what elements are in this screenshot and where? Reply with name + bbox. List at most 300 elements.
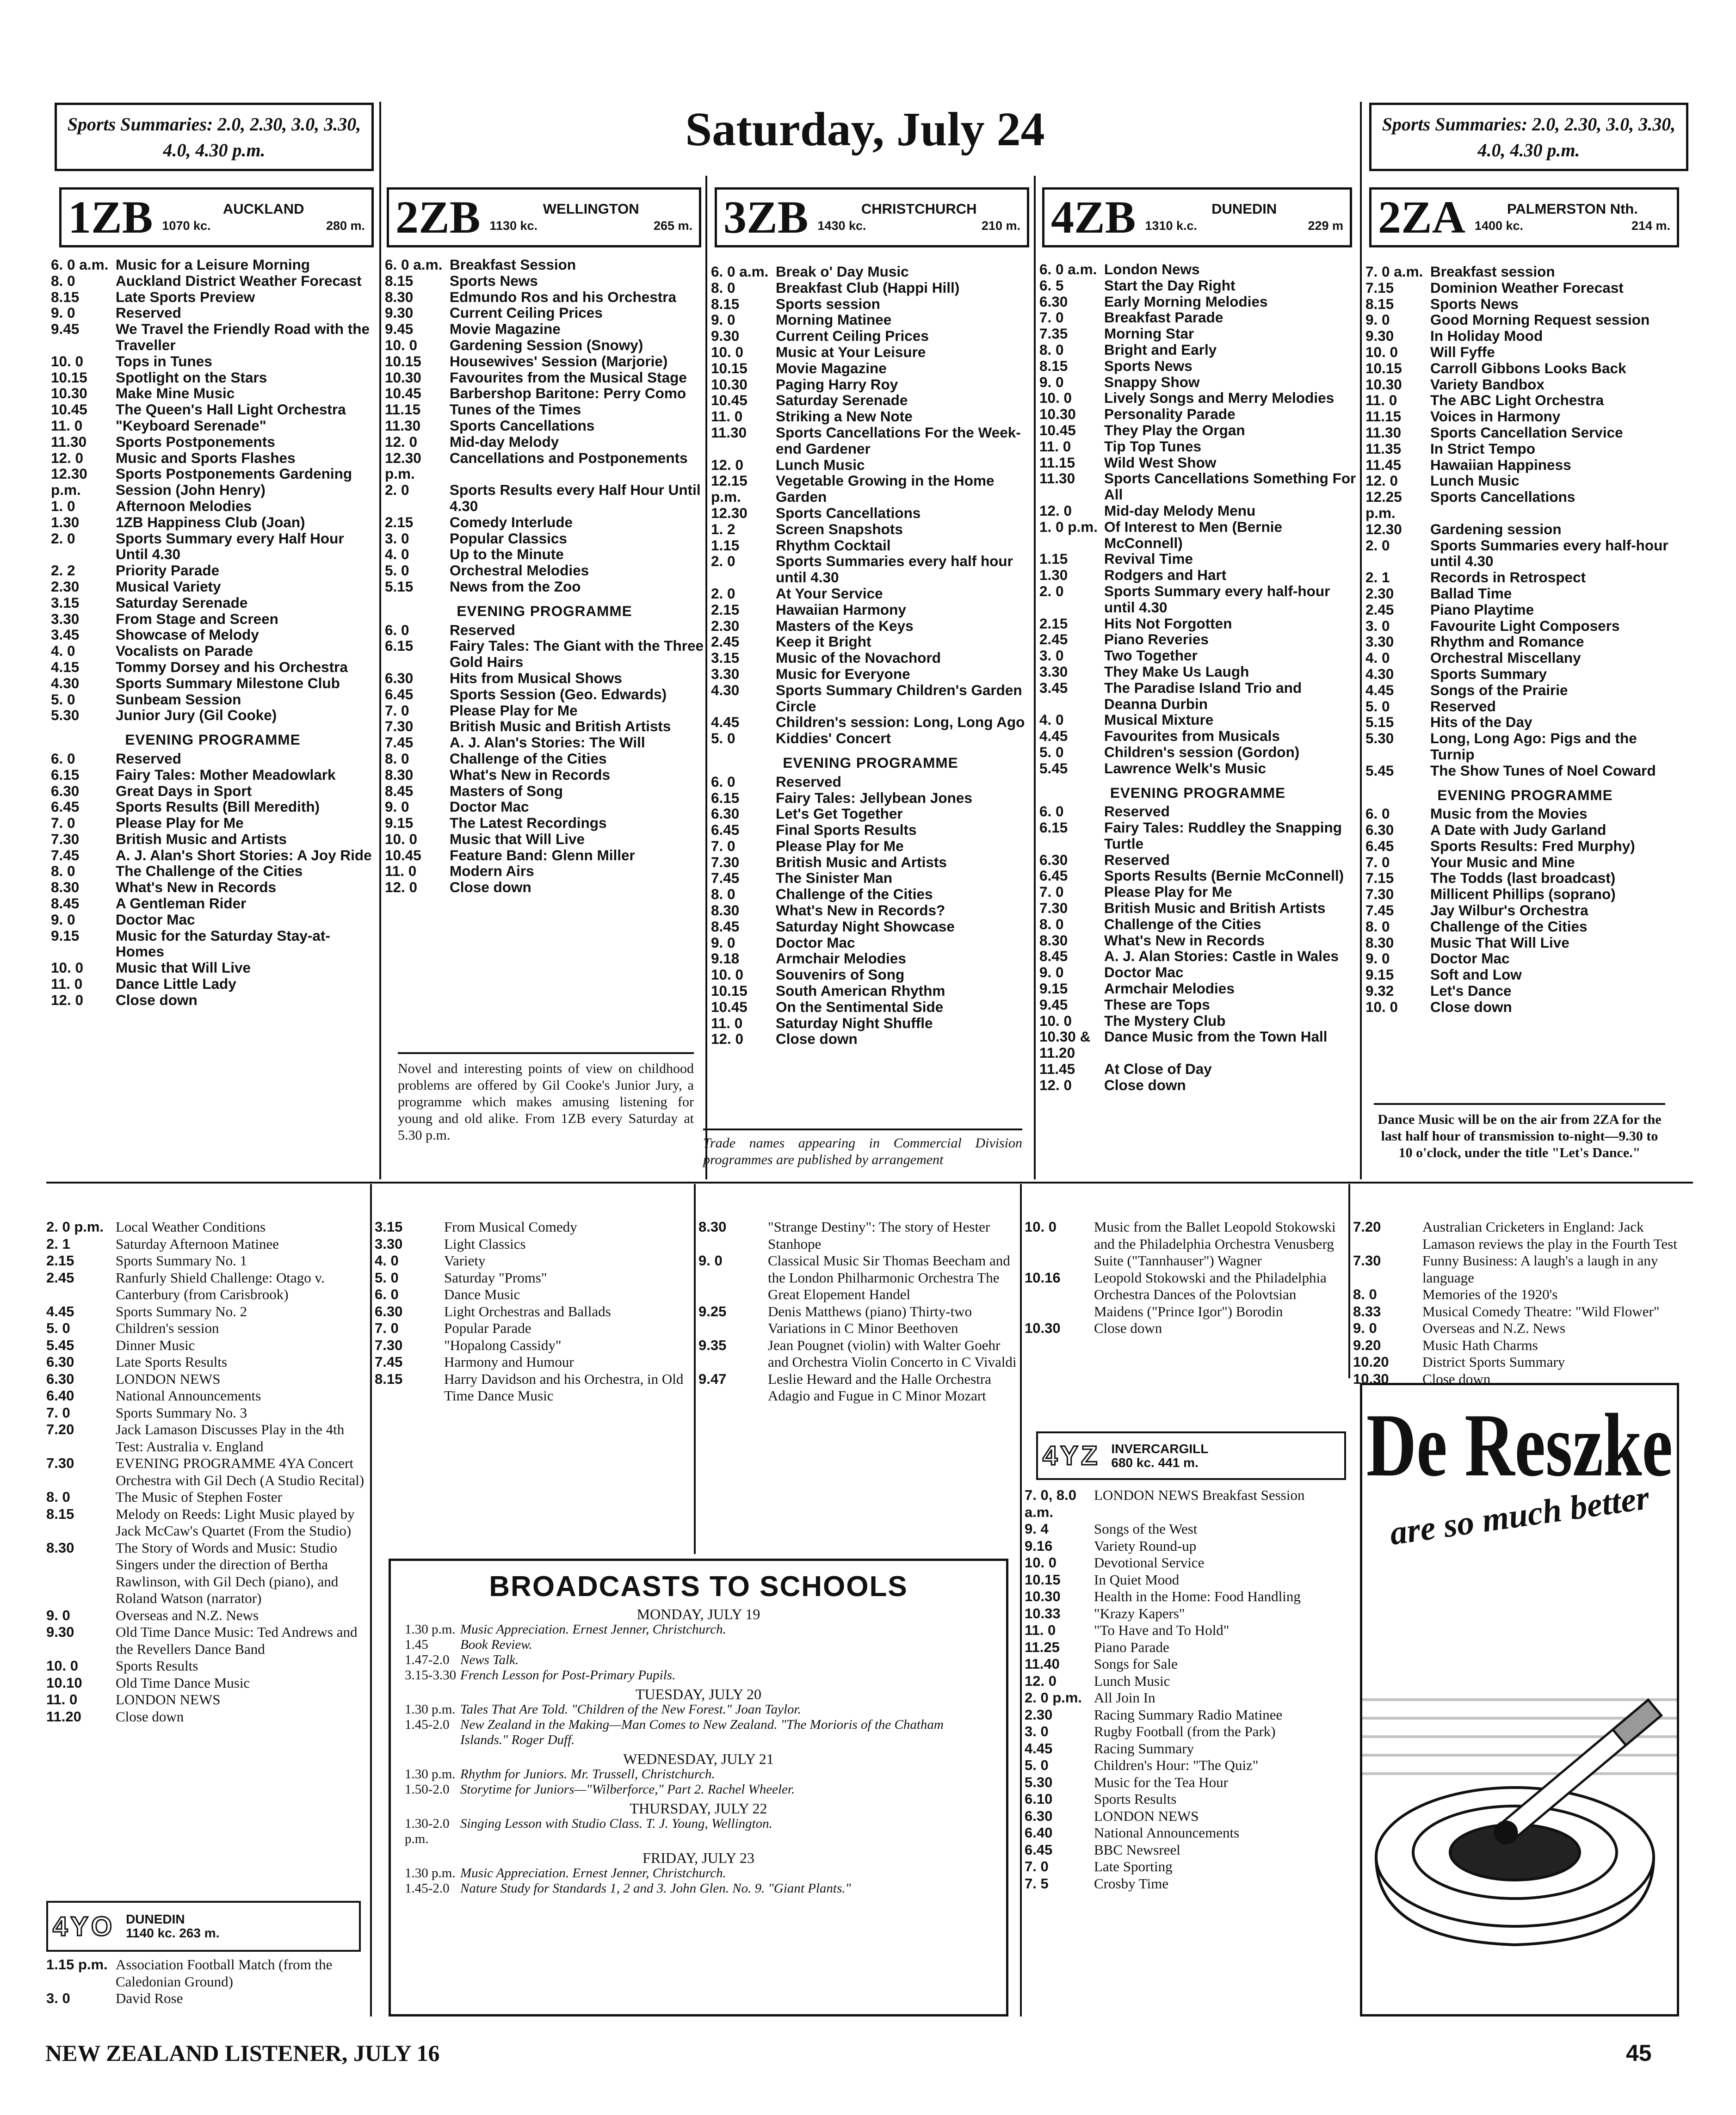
program-entry <box>46 1956 365 1990</box>
program-title: Music for the Tea Hour <box>1094 1774 1228 1790</box>
program-time: 11.35 <box>1365 440 1402 457</box>
program-title: Local Weather Conditions <box>116 1219 266 1235</box>
program-time: 6. 0 a.m. <box>51 256 109 273</box>
program-title: Lawrence Welk's Music <box>1104 759 1266 777</box>
schools-subject: Book Review. <box>460 1637 532 1652</box>
program-time: 6.30 <box>46 1354 74 1370</box>
program-entry <box>1039 438 1356 455</box>
program-title: Soft and Low <box>1430 966 1522 983</box>
program-title: Songs of the Prairie <box>1430 681 1568 698</box>
program-entry <box>698 1252 1018 1303</box>
program-time: 7.30 <box>1039 900 1068 917</box>
program-entry <box>1039 868 1356 884</box>
program-column-lower-5 <box>1353 1219 1686 1387</box>
program-title: Snappy Show <box>1104 373 1200 390</box>
program-entry <box>51 707 375 723</box>
program-entry <box>1365 441 1685 457</box>
program-time: 7. 0 <box>385 702 409 719</box>
program-entry <box>51 879 375 895</box>
program-entry <box>1039 583 1356 616</box>
program-entry <box>711 1031 1030 1047</box>
program-title: Doctor Mac <box>116 911 195 928</box>
program-entry <box>711 950 1030 967</box>
program-title: South American Rhythm <box>776 982 945 999</box>
program-entry <box>711 537 1030 554</box>
program-entry <box>1025 1707 1344 1724</box>
program-title: Memories of the 1920's <box>1422 1286 1558 1302</box>
program-time: 4. 0 <box>51 642 75 660</box>
program-time: 7.30 <box>375 1337 403 1353</box>
program-time: 3.45 <box>51 626 80 643</box>
program-title: Long, Long Ago: Pigs and the Turnip <box>1430 730 1637 763</box>
program-time: 10.15 <box>1025 1571 1061 1588</box>
program-time: 8.30 <box>1039 931 1068 949</box>
program-time: 8.30 <box>51 879 80 896</box>
program-time: 9.20 <box>1353 1337 1381 1353</box>
program-title: Doctor Mac <box>1104 964 1184 981</box>
program-time: 12. 0 <box>51 991 84 1008</box>
program-title: A. J. Alan's Short Stories: A Joy Ride <box>116 846 372 863</box>
program-entry <box>46 1421 365 1455</box>
program-title: Doctor Mac <box>776 934 855 951</box>
program-title: Keep it Bright <box>776 633 871 650</box>
program-title: Let's Dance <box>1430 982 1512 999</box>
program-title: Reserved <box>116 304 181 321</box>
program-time: 11.40 <box>1025 1656 1060 1672</box>
program-entry <box>1039 760 1356 777</box>
program-title: Harmony and Humour <box>444 1354 574 1370</box>
program-column-lower-3 <box>698 1219 1018 1405</box>
program-title: Late Sports Results <box>116 1354 228 1370</box>
program-entry <box>1025 1588 1344 1605</box>
program-title: Mid-day Melody Menu <box>1104 502 1256 519</box>
program-time: 1. 0 <box>51 497 75 514</box>
program-time: 11.15 <box>1365 408 1402 425</box>
program-entry <box>51 992 375 1008</box>
program-entry <box>51 960 375 976</box>
program-entry <box>711 376 1030 393</box>
program-title: Doctor Mac <box>1430 950 1510 967</box>
program-entry <box>711 1015 1030 1031</box>
program-entry <box>385 799 704 815</box>
program-time: 10.45 <box>1039 421 1076 438</box>
program-column-4zb <box>1039 261 1356 1093</box>
program-time: 10. 0 <box>1365 343 1398 360</box>
program-entry <box>711 360 1030 376</box>
program-entry <box>385 321 704 337</box>
program-entry <box>1365 650 1685 666</box>
program-time: 10.15 <box>1365 359 1402 376</box>
program-time: 10.30 <box>1365 376 1402 393</box>
program-time: 6. 0 a.m. <box>711 263 769 280</box>
program-title: Rhythm Cocktail <box>776 536 891 554</box>
program-title: Children's Hour: "The Quiz" <box>1094 1757 1259 1773</box>
program-title: Old Time Dance Music: Ted Andrews and the Revellers Dance Band <box>116 1624 358 1657</box>
program-entry <box>711 457 1030 473</box>
program-entry <box>51 799 375 815</box>
program-time: 7.30 <box>385 718 414 735</box>
program-time: 8.45 <box>51 895 80 912</box>
program-entry <box>1039 551 1356 567</box>
program-entry <box>1365 328 1685 344</box>
program-title: British Music and Artists <box>116 830 287 847</box>
program-time: 11.45 <box>1365 456 1402 473</box>
program-time: 2. 0 <box>1039 582 1064 599</box>
program-time: 5.45 <box>1365 762 1394 779</box>
program-title: Tommy Dorsey and his Orchestra <box>116 658 348 675</box>
program-title: Orchestral Melodies <box>450 562 589 579</box>
program-title: Sports Results <box>1094 1791 1177 1807</box>
program-title: Sports Summary No. 3 <box>116 1404 247 1421</box>
program-time: 6.30 <box>1025 1807 1053 1824</box>
program-title: Personality Parade <box>1104 406 1236 423</box>
program-time: 11. 0 <box>51 417 83 434</box>
program-time: 10.20 <box>1353 1354 1389 1370</box>
program-time: 6.30 <box>1039 851 1068 868</box>
program-time: 8.30 <box>385 288 414 305</box>
program-title: Doctor Mac <box>450 798 529 815</box>
program-title: Tops in Tunes <box>116 352 212 370</box>
program-entry <box>375 1337 689 1354</box>
program-time: 8.45 <box>711 918 740 935</box>
program-time: 2.30 <box>1025 1706 1053 1723</box>
program-time: 9. 0 <box>711 934 735 951</box>
program-time: 11.20 <box>46 1708 81 1725</box>
program-entry <box>385 847 704 863</box>
program-title: The Show Tunes of Noel Coward <box>1430 762 1656 779</box>
program-entry <box>1025 1521 1344 1538</box>
program-entry <box>1039 1061 1356 1077</box>
program-time: 10.15 <box>385 352 421 370</box>
program-time: 6.40 <box>46 1387 74 1404</box>
program-title: Classical Music Sir Thomas Beecham and the London Philharmonic Orchestra The Great Elopement Handel <box>768 1252 1010 1302</box>
program-entry <box>385 273 704 289</box>
program-time: 8.15 <box>711 295 740 312</box>
program-time: 2.30 <box>711 617 740 634</box>
program-title: The Sinister Man <box>776 869 893 887</box>
program-time: 10.15 <box>711 982 748 999</box>
program-entry <box>385 353 704 370</box>
program-title: Australian Cricketers in England: Jack Lamason reviews the play in the Fourth Test <box>1422 1219 1677 1252</box>
program-time: 2. 0 <box>51 530 75 547</box>
program-time: 6.30 <box>375 1303 403 1320</box>
program-title: Racing Summary <box>1094 1740 1194 1757</box>
program-title: Hawaiian Harmony <box>776 601 906 618</box>
program-title: Music that Will Live <box>116 959 251 976</box>
program-entry <box>46 1708 365 1726</box>
program-entry <box>51 579 375 595</box>
program-title: Melody on Reeds: Light Music played by Jack McCaw's Quartet (From the Studio) <box>116 1505 355 1539</box>
program-time: 9. 0 <box>1039 373 1064 390</box>
program-title: Fairy Tales: The Giant with the Three Gold Hairs <box>450 637 704 671</box>
program-title: District Sports Summary <box>1422 1354 1565 1370</box>
program-time: 12. 0 <box>1365 472 1398 489</box>
program-entry <box>711 666 1030 682</box>
program-time: 10. 0 <box>51 959 84 976</box>
program-title: The Todds (last broadcast) <box>1430 869 1616 887</box>
program-title: Early Morning Melodies <box>1104 293 1268 310</box>
program-entry <box>385 734 704 751</box>
program-entry <box>1365 919 1685 935</box>
note-dance-music: Dance Music will be on the air from 2ZA for the last half hour of transmission to-night—9.30 to 10 o'clock, under the title "Let's Dance." <box>1374 1103 1665 1161</box>
program-entry <box>51 289 375 305</box>
program-title: What's New in Records <box>116 879 277 896</box>
program-time: 2. 2 <box>51 562 75 579</box>
program-entry <box>1039 712 1356 728</box>
program-title: Sports Cancellations For the Week-end Gardener <box>776 424 1021 457</box>
program-title: Ballad Time <box>1430 585 1512 602</box>
program-entry <box>51 434 375 450</box>
program-title: Your Music and Mine <box>1430 853 1575 870</box>
program-time: 12. 0 <box>1039 1076 1072 1093</box>
program-title: Souvenirs of Song <box>776 966 905 983</box>
program-title: Sports Summaries every half hour until 4.30 <box>776 553 1013 586</box>
program-entry <box>385 718 704 734</box>
program-time: 3. 0 <box>1365 617 1390 634</box>
program-entry <box>711 838 1030 854</box>
program-entry <box>711 870 1030 886</box>
program-title: Please Play for Me <box>116 814 244 832</box>
program-title: Overseas and N.Z. News <box>116 1607 259 1623</box>
program-entry <box>711 730 1030 746</box>
program-title: Sports session <box>776 295 880 312</box>
program-entry <box>51 385 375 401</box>
program-title: Children's session <box>116 1320 219 1336</box>
program-title: Saturday Serenade <box>776 392 908 409</box>
program-entry <box>385 514 704 530</box>
program-time: 10. 0 <box>46 1658 78 1674</box>
program-time: 7.30 <box>1365 886 1394 903</box>
program-entry <box>51 595 375 611</box>
program-title: Jack Lamason Discusses Play in the 4th Test: Australia v. England <box>116 1421 345 1455</box>
program-title: LONDON NEWS <box>116 1691 221 1708</box>
program-time: 10.30 <box>1039 406 1076 423</box>
program-entry <box>1353 1337 1686 1354</box>
program-time: 3.45 <box>1039 679 1068 696</box>
program-time: 12. 0 <box>1039 502 1072 519</box>
footer-publication: NEW ZEALAND LISTENER, JULY 16 <box>45 2040 440 2066</box>
program-title: Leopold Stokowski and the Philadelphia Orchestra Dances of the Polovtsian Maidens ("Prince Igor") Borodin <box>1094 1269 1327 1320</box>
program-time: 6.15 <box>385 637 414 654</box>
program-time: 9.16 <box>1025 1537 1053 1554</box>
program-time: 2.15 <box>711 601 740 618</box>
program-entry <box>711 328 1030 344</box>
program-time: 4.45 <box>711 714 740 731</box>
program-entry <box>1365 602 1685 618</box>
program-time: 1.30 <box>1039 567 1068 584</box>
program-title: Close down <box>116 1708 184 1725</box>
program-entry <box>1039 422 1356 438</box>
program-title: Sports Cancellations <box>450 417 595 434</box>
program-time: 2.15 <box>46 1252 74 1269</box>
program-title: Ranfurly Shield Challenge: Otago v. Canterbury (from Carisbrook) <box>116 1269 325 1302</box>
program-entry <box>1039 470 1356 503</box>
program-title: Movie Magazine <box>776 359 887 376</box>
program-entry <box>711 650 1030 666</box>
program-time: 6.45 <box>385 685 414 703</box>
program-entry <box>51 418 375 434</box>
program-title: Sports Summaries every half-hour until 4.30 <box>1430 536 1668 570</box>
program-title: Masters of Song <box>450 782 563 799</box>
program-title: Favourites from the Musical Stage <box>450 369 687 386</box>
program-title: Saturday "Proms" <box>444 1269 547 1286</box>
program-entry <box>1039 852 1356 868</box>
program-title: Devotional Service <box>1094 1554 1205 1571</box>
program-entry <box>51 863 375 879</box>
program-entry <box>1039 374 1356 390</box>
program-title: Sports Results <box>116 1658 198 1674</box>
program-entry <box>711 790 1030 806</box>
program-time: 4.30 <box>51 674 80 691</box>
program-entry <box>1365 935 1685 951</box>
program-time: 3. 0 <box>1039 647 1064 664</box>
program-entry <box>1365 344 1685 360</box>
program-time: 9. 0 <box>1365 950 1390 967</box>
program-time: 2. 1 <box>46 1235 70 1252</box>
program-time: 2. 0 <box>1365 536 1390 554</box>
schools-time: 1.45 <box>405 1637 428 1652</box>
program-time: 7.45 <box>385 734 414 751</box>
program-entry <box>711 586 1030 602</box>
program-entry <box>375 1270 689 1287</box>
program-time: 5.15 <box>1365 714 1394 731</box>
program-entry <box>1039 342 1356 358</box>
program-title: Saturday Serenade <box>116 594 248 611</box>
program-title: Challenge of the Cities <box>776 886 933 903</box>
program-time: 3. 0 <box>1025 1723 1049 1739</box>
program-title: Paging Harry Roy <box>776 376 898 393</box>
program-title: Edmundo Ros and his Orchestra <box>450 288 677 305</box>
program-time: 12.30 <box>1365 520 1402 537</box>
program-entry <box>1365 634 1685 650</box>
program-column-3zb <box>711 264 1030 1047</box>
program-title: Variety Bandbox <box>1430 376 1544 393</box>
program-entry <box>385 530 704 547</box>
program-time: 6.30 <box>1365 821 1394 839</box>
program-entry <box>1365 698 1685 715</box>
program-time: 11.15 <box>385 401 421 418</box>
schools-item <box>405 1816 992 1847</box>
program-time: 8. 0 <box>1365 918 1390 935</box>
program-entry <box>1353 1286 1686 1303</box>
schools-subject: New Zealand in the Making—Man Comes to New Zealand. "The Morioris of the Chatham Islands." Roger Duff. <box>460 1717 944 1747</box>
program-title: Fairy Tales: Mother Meadowlark <box>116 766 336 783</box>
program-time: 5.30 <box>51 707 80 724</box>
program-time: 2. 0 <box>385 481 409 499</box>
program-title: Light Classics <box>444 1235 526 1252</box>
program-time: 5. 0 <box>1039 743 1064 760</box>
program-entry <box>1025 1538 1344 1555</box>
schools-time: 1.30-2.0 p.m. <box>405 1816 450 1846</box>
program-entry <box>711 521 1030 537</box>
program-time: 11.30 <box>385 417 421 434</box>
program-time: 7.15 <box>1365 279 1394 296</box>
program-title: Sports Cancellations <box>776 504 921 521</box>
program-title: Dominion Weather Forecast <box>1430 279 1624 296</box>
program-title: Late Sporting <box>1094 1858 1173 1875</box>
program-title: Popular Parade <box>444 1320 531 1336</box>
program-title: Please Play for Me <box>1104 883 1232 900</box>
program-entry <box>385 305 704 321</box>
program-title: Sports Cancellations <box>1430 488 1575 506</box>
program-entry <box>1025 1656 1344 1673</box>
schools-time: 1.30 p.m. <box>405 1767 456 1782</box>
program-time: 9.30 <box>711 327 740 345</box>
program-title: LONDON NEWS Breakfast Session <box>1094 1487 1305 1503</box>
program-entry <box>385 686 704 703</box>
program-time: 8.45 <box>385 782 414 799</box>
program-title: Crosby Time <box>1094 1875 1169 1892</box>
program-time: 11.15 <box>1039 454 1075 471</box>
program-title: Reserved <box>776 773 841 790</box>
program-time: 11. 0 <box>1025 1622 1056 1638</box>
program-entry <box>385 638 704 670</box>
program-title: Rodgers and Hart <box>1104 567 1227 584</box>
program-entry <box>385 370 704 386</box>
program-time: 9. 0 <box>1353 1320 1377 1336</box>
schools-item <box>405 1702 992 1717</box>
program-entry <box>1039 261 1356 277</box>
program-title: Orchestral Miscellany <box>1430 649 1581 666</box>
program-time: 11.30 <box>711 424 747 441</box>
program-entry <box>51 847 375 863</box>
program-entry <box>1025 1572 1344 1589</box>
program-entry <box>1365 806 1685 822</box>
program-title: Spotlight on the Stars <box>116 369 267 386</box>
program-title: From Stage and Screen <box>116 610 278 627</box>
program-time: 9.32 <box>1365 982 1394 999</box>
program-title: Leslie Heward and the Halle Orchestra Adagio and Fugue in C Minor Mozart <box>768 1370 991 1404</box>
program-entry <box>385 289 704 305</box>
program-entry <box>51 831 375 847</box>
program-title: Rhythm and Romance <box>1430 633 1584 650</box>
program-title: Armchair Melodies <box>1104 980 1235 997</box>
program-time: 10. 0 <box>1039 1012 1072 1029</box>
schools-subject: News Talk. <box>460 1653 519 1667</box>
program-entry <box>51 627 375 643</box>
program-entry <box>711 264 1030 280</box>
program-time: 1.15 <box>1039 550 1068 567</box>
program-entry <box>51 450 375 466</box>
program-title: London News <box>1104 261 1200 277</box>
program-title: Hits of the Day <box>1430 714 1532 731</box>
program-entry <box>46 1337 365 1354</box>
note-junior-jury: Novel and interesting points of view on childhood problems are offered by Gil Cooke's Junior Jury, a programme which makes amusing listening for young and old alike. From 1ZB every Saturday at 5.30 p.m. <box>398 1052 694 1144</box>
program-title: Music for Everyone <box>776 665 910 682</box>
program-entry <box>1365 264 1685 280</box>
program-title: Funny Business: A laugh's a laugh in any language <box>1422 1252 1658 1286</box>
program-title: Children's session: Long, Long Ago <box>776 714 1025 731</box>
program-time: 3.30 <box>51 610 80 627</box>
program-entry <box>1025 1219 1344 1270</box>
program-title: Music for a Leisure Morning <box>116 256 310 273</box>
program-time: 9.35 <box>698 1337 727 1353</box>
program-time: 11.30 <box>1039 470 1075 487</box>
program-time: 6.45 <box>711 821 740 839</box>
program-time: 2. 0 <box>711 585 735 602</box>
program-title: Good Morning Request session <box>1430 311 1650 328</box>
schools-item <box>405 1881 992 1896</box>
program-time: 12.30 p.m. <box>51 465 87 499</box>
program-entry <box>51 321 375 353</box>
program-title: Morning Star <box>1104 325 1194 342</box>
program-time: 8.15 <box>385 272 414 289</box>
program-time: 10. 0 <box>51 352 84 370</box>
program-time: 5.45 <box>1039 759 1068 777</box>
program-entry <box>1365 489 1685 521</box>
program-time: 12. 0 <box>1025 1672 1056 1689</box>
program-title: Music of the Novachord <box>776 649 941 666</box>
